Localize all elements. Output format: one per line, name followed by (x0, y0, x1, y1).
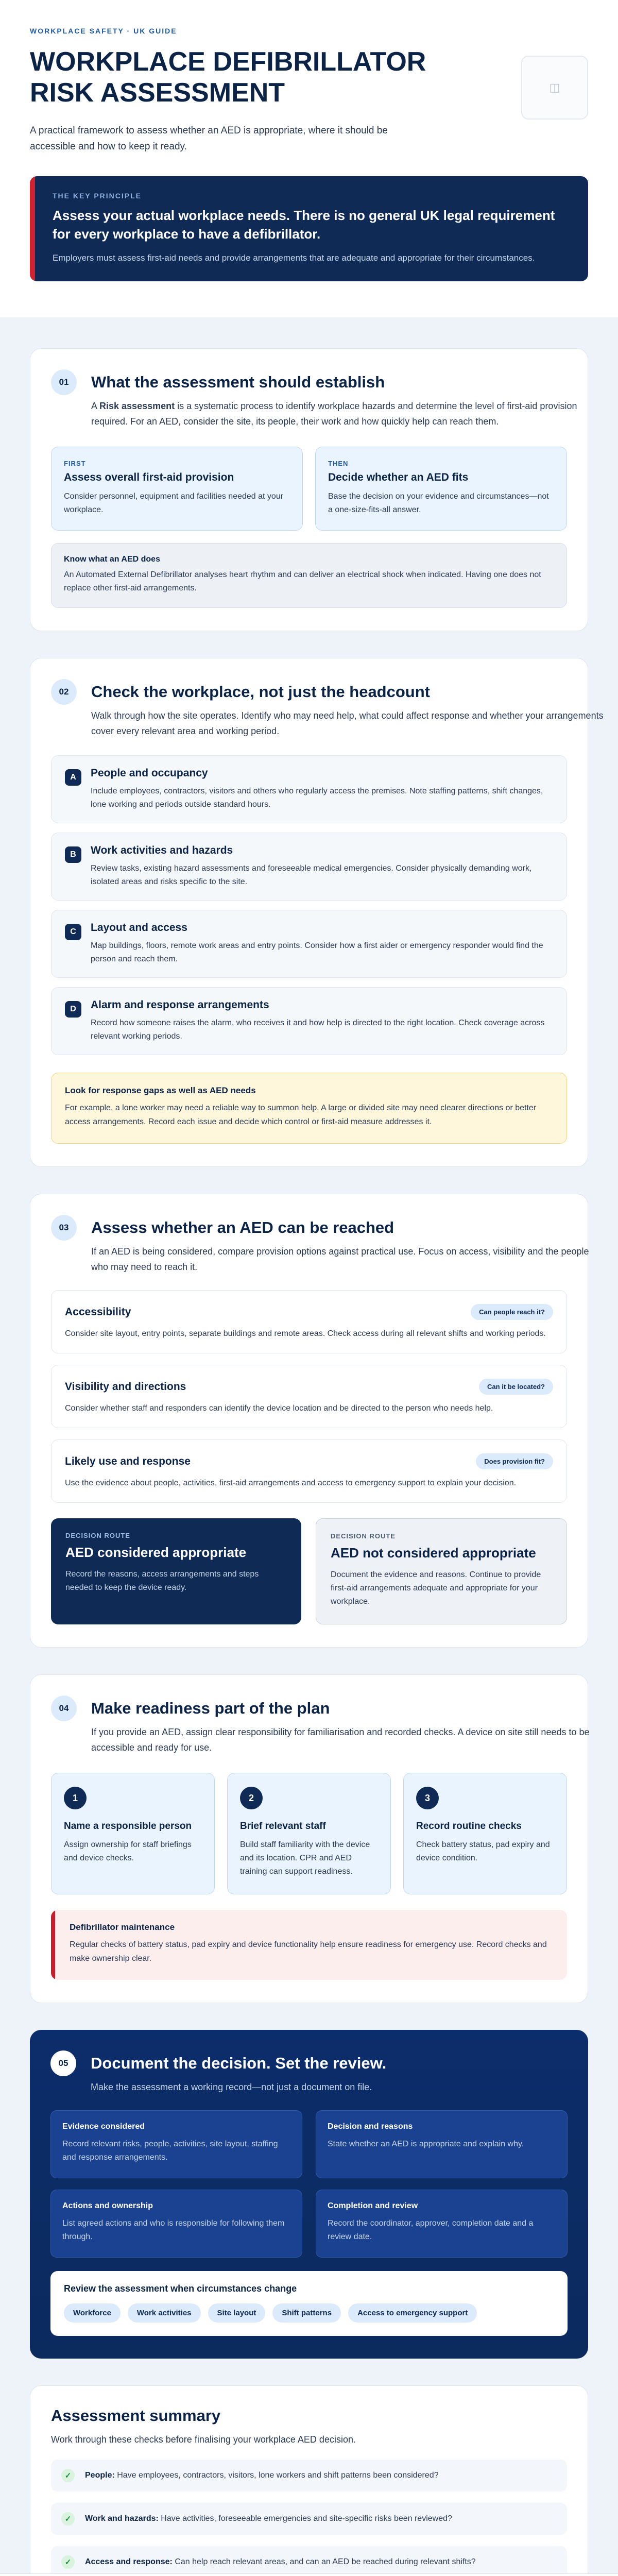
step-card (227, 1773, 391, 1894)
review-trigger-chip: Site layout (208, 2303, 266, 2323)
spacer (0, 1648, 618, 1674)
checkmark-icon: ✓ (61, 2555, 75, 2569)
item-body: Map buildings, floors, remote work areas and entry points. Consider how a first aider or emergency responder would find the person and reach them. (91, 941, 543, 963)
review-trigger-chip: Shift patterns (272, 2303, 341, 2323)
summary-check-row: ✓ Access and response: Can help reach relevant areas, and can an AED be reached during relevant shifts? (51, 2546, 567, 2576)
section-number: 05 (50, 2050, 76, 2076)
section-number: 01 (51, 369, 77, 395)
checkmark-icon: ✓ (61, 2512, 75, 2526)
key-principle-banner (30, 176, 588, 281)
card-title: Decide whether an AED fits (328, 471, 469, 483)
check-question-badge: Can it be located? (479, 1379, 553, 1395)
item-body: Include employees, contractors, visitors and others who regularly access the premises. Note staffing patterns, shift changes, lone working and periods outside standard hours. (91, 787, 543, 809)
section-number: 03 (51, 1215, 77, 1241)
step-card (51, 1773, 215, 1894)
route-body: Record the reasons, access arrangements and steps needed to keep the device ready. (65, 1570, 259, 1592)
record-title: Completion and review (328, 2201, 418, 2210)
callout-title: Defibrillator maintenance (70, 1922, 175, 1932)
summary-check-row: ✓ Work and hazards: Have activities, foreseeable emergencies and site-specific risks been reviewed? (51, 2503, 567, 2535)
check-body: Consider site layout, entry points, separate buildings and remote areas. Check access during all relevant shifts and working periods. (65, 1329, 546, 1338)
section-intro: Walk through how the site operates. Identify who may need help, what could affect response and whether your arrangements cover every relevant area and working period. (91, 710, 604, 736)
check-body: Use the evidence about people, activities, first-aid arrangements and access to emergency support to explain your decision. (65, 1479, 517, 1487)
record-card-decision (316, 2110, 568, 2178)
record-card-evidence (50, 2110, 302, 2178)
review-trigger-chip: Workforce (64, 2303, 121, 2323)
check-item-hazards (51, 833, 567, 901)
note-title: Know what an AED does (64, 555, 160, 564)
step-title: Brief relevant staff (240, 1821, 326, 1832)
item-title: Layout and access (91, 922, 187, 934)
reach-check-use (51, 1439, 567, 1503)
route-aed-not-appropriate (316, 1518, 567, 1624)
page-title: WORKPLACE DEFIBRILLATOR RISK ASSESSMENT (30, 47, 426, 108)
record-body: State whether an AED is appropriate and explain why. (328, 2140, 524, 2148)
spacer (0, 2359, 618, 2385)
callout-title: Look for response gaps as well as AED needs (65, 1086, 256, 1095)
defibrillator-icon: ◫ (521, 56, 588, 120)
record-title: Evidence considered (62, 2122, 145, 2131)
checkmark-icon: ✓ (61, 2469, 75, 2482)
summary-intro: Work through these checks before finalising your workplace AED decision. (51, 2434, 356, 2445)
step-body: Build staff familiarity with the device and its location. CPR and AED training can support readiness. (240, 1840, 370, 1876)
card-first (51, 447, 303, 531)
item-letter: A (65, 769, 81, 786)
review-trigger-chip: Work activities (128, 2303, 201, 2323)
section-workplace-check (30, 658, 604, 1167)
check-title: Accessibility (65, 1306, 131, 1318)
step-title: Name a responsible person (64, 1821, 192, 1832)
summary-title: Assessment summary (51, 2406, 221, 2425)
step-number: 2 (240, 1787, 263, 1809)
principle-body: Employers must assess first-aid needs and provide arrangements that are adequate and appropriate for their circumstances. (53, 253, 535, 263)
route-aed-appropriate (51, 1518, 301, 1624)
record-body: List agreed actions and who is responsible for following them through. (62, 2219, 285, 2241)
reach-check-accessibility (51, 1290, 567, 1353)
card-then (315, 447, 567, 531)
route-tag: DECISION ROUTE (65, 1532, 130, 1539)
section-title: What the assessment should establish (91, 373, 385, 391)
section-title: Assess whether an AED can be reached (91, 1218, 394, 1236)
aed-definition-note (51, 543, 567, 608)
callout-body: Regular checks of battery status, pad expiry and device functionality help ensure readiness for emergency use. Record checks and make ownership clear. (70, 1940, 547, 1963)
section-intro: Make the assessment a working record—not just a document on file. (91, 2082, 372, 2092)
route-body: Document the evidence and reasons. Continue to provide first-aid arrangements adequate and appropriate for your workplace. (331, 1570, 541, 1606)
review-trigger-chip: Access to emergency support (348, 2303, 477, 2323)
item-letter: C (65, 924, 81, 940)
check-body: Consider whether staff and responders can identify the device location and be directed to the person who needs help. (65, 1404, 493, 1413)
step-number: 1 (64, 1787, 87, 1809)
spacer (0, 631, 618, 658)
page-subtitle: A practical framework to assess whether an AED is appropriate, where it should be accessible and how to keep it ready. (30, 125, 388, 152)
card-title: Assess overall first-aid provision (64, 471, 234, 483)
check-title: Visibility and directions (65, 1380, 186, 1393)
section-document-decision (30, 2030, 588, 2359)
principle-kicker: THE KEY PRINCIPLE (53, 192, 142, 200)
record-title: Actions and ownership (62, 2201, 153, 2210)
section-intro: If you provide an AED, assign clear responsibility for familiarisation and recorded checks. A device on site still needs to be accessible and ready for use. (91, 1727, 590, 1753)
section-readiness (30, 1674, 588, 2003)
principle-headline: Assess your actual workplace needs. There is no general UK legal requirement for every workplace to have a defibrillator. (53, 208, 555, 242)
spacer (0, 317, 618, 348)
check-item-alarm (51, 987, 567, 1055)
item-title: People and occupancy (91, 767, 208, 779)
record-body: Record relevant risks, people, activities, site layout, staffing and response arrangements. (62, 2140, 278, 2162)
callout-body: For example, a lone worker may need a reliable way to summon help. A large or divided site may need clearer directions or better access arrangements. Record each issue and decide which control or first-aid measure addresses it. (65, 1104, 537, 1126)
route-title: AED considered appropriate (65, 1545, 247, 1560)
record-card-actions (50, 2190, 302, 2258)
reach-check-visibility (51, 1365, 567, 1428)
section-number: 02 (51, 679, 77, 705)
route-tag: DECISION ROUTE (331, 1532, 396, 1540)
step-title: Record routine checks (416, 1821, 522, 1832)
step-body: Check battery status, pad expiry and device condition. (416, 1840, 550, 1862)
card-body: Base the decision on your evidence and circumstances—not a one-size-fits-all answer. (328, 492, 549, 514)
spacer (0, 2003, 618, 2030)
eyebrow: WORKPLACE SAFETY · UK GUIDE (30, 27, 177, 35)
review-title: Review the assessment when circumstances change (64, 2283, 297, 2294)
check-item-layout (51, 910, 567, 978)
item-title: Alarm and response arrangements (91, 999, 269, 1011)
record-title: Decision and reasons (328, 2122, 413, 2131)
section-intro: If an AED is being considered, compare provision options against practical use. Focus on access, visibility and the people who may need to reach it. (91, 1246, 589, 1272)
spacer (0, 1167, 618, 1194)
section-summary (30, 2385, 588, 2576)
section-number: 04 (51, 1696, 77, 1721)
check-item-people (51, 755, 567, 823)
item-body: Review tasks, existing hazard assessments and foreseeable medical emergencies. Consider physically demanding work, isolated areas and risks specific to the site. (91, 864, 532, 886)
section-title: Document the decision. Set the review. (91, 2054, 387, 2072)
card-tag: THEN (328, 460, 349, 467)
section-intro: A Risk assessment is a systematic process to identify workplace hazards and determine the level of first-aid provision required. For an AED, consider the site, its people, their work and how quickly help can reach them. (91, 401, 577, 427)
section-assessment-goals (30, 348, 588, 631)
step-body: Assign ownership for staff briefings and device checks. (64, 1840, 192, 1862)
section-title: Check the workplace, not just the headcount (91, 683, 430, 701)
section-aed-reach (30, 1194, 588, 1648)
section-title: Make readiness part of the plan (91, 1699, 330, 1717)
response-gaps-callout (51, 1073, 567, 1144)
record-body: Record the coordinator, approver, completion date and a review date. (328, 2219, 534, 2241)
item-letter: D (65, 1001, 81, 1018)
maintenance-callout (51, 1910, 567, 1980)
hero-header (0, 0, 618, 317)
item-letter: B (65, 846, 81, 863)
step-card (403, 1773, 567, 1894)
check-title: Likely use and response (65, 1455, 191, 1467)
item-title: Work activities and hazards (91, 844, 233, 856)
card-tag: FIRST (64, 460, 86, 467)
step-number: 3 (416, 1787, 439, 1809)
check-question-badge: Can people reach it? (471, 1304, 553, 1320)
card-body: Consider personnel, equipment and facilities needed at your workplace. (64, 492, 284, 514)
route-title: AED not considered appropriate (331, 1545, 536, 1561)
note-body: An Automated External Defibrillator analyses heart rhythm and can deliver an electrical shock when indicated. Having one does not replace other first-aid arrangements. (64, 570, 541, 592)
check-question-badge: Does provision fit? (476, 1453, 553, 1469)
summary-check-row: ✓ People: Have employees, contractors, visitors, lone workers and shift patterns been considered? (51, 2460, 567, 2492)
page-footer (0, 2573, 618, 2576)
item-body: Record how someone raises the alarm, who receives it and how help is directed to the right location. Check coverage across relevant working periods. (91, 1019, 545, 1041)
record-card-review (316, 2190, 568, 2258)
review-triggers-panel (50, 2271, 568, 2336)
